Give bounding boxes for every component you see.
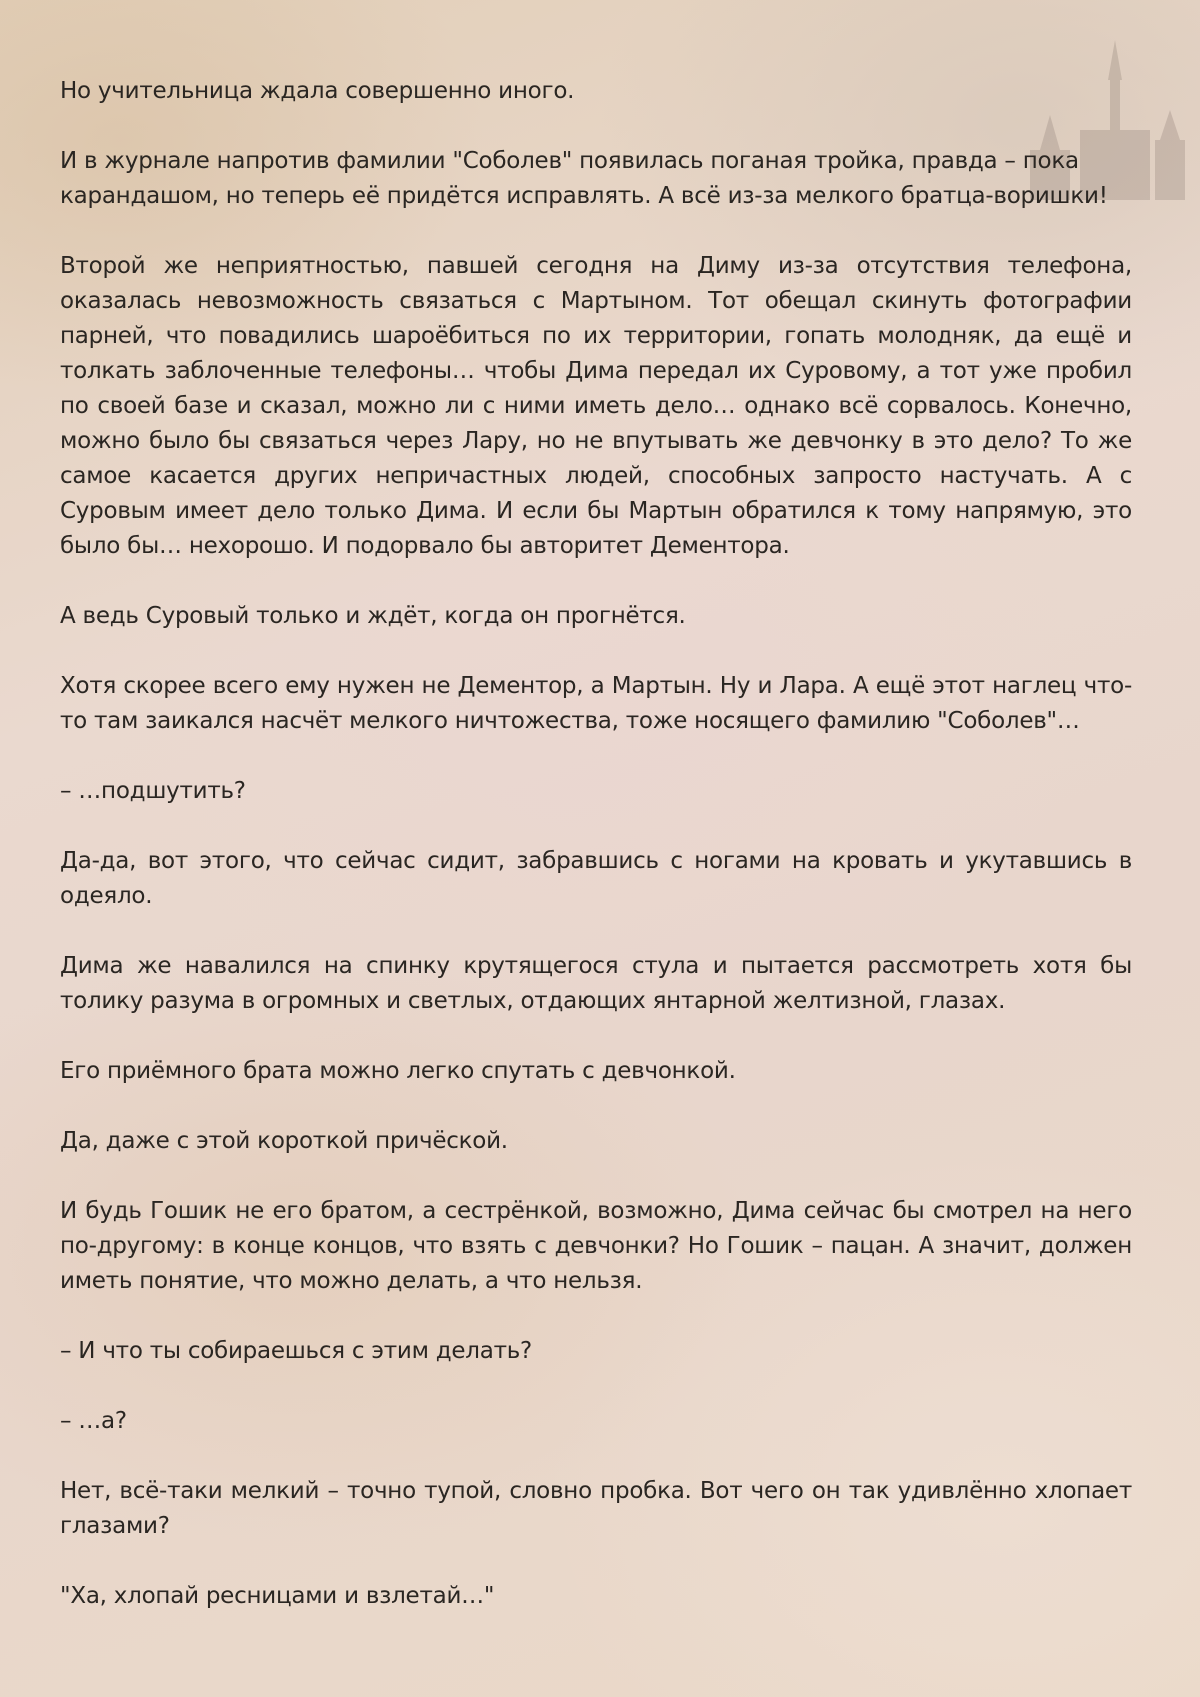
paragraph: Второй же неприятностью, павшей сегодня на Диму из-за отсутствия телефона, оказалась невозможность связаться с Мартыном. Тот обещал скинуть фотографии парней, что повадились шароёбиться по их территории, гопать молодняк, да ещё и толкать заблоченные телефоны… чтобы Дима передал их Суровому, а тот уже пробил по своей базе и сказал, можно ли с ними иметь дело… однако всё сорвалось. Конечно, можно было бы связаться через Лару, но не впутывать же девчонку в это дело? То же самое касается других непричастных людей, способных запросто настучать. А с Суровым имеет дело только Дима. И если бы Мартын обратился к тому напрямую, это было бы… нехорошо. И подорвало бы авторитет Дементора. <box>60 253 1132 559</box>
paragraph: Дима же навалился на спинку крутящегося стула и пытается рассмотреть хотя бы толику разума в огромных и светлых, отдающих янтарной желтизной, глазах. <box>60 953 1132 1014</box>
paragraph: Да, даже с этой короткой причёской. <box>60 1128 508 1154</box>
paragraph: Да-да, вот этого, что сейчас сидит, забравшись с ногами на кровать и укутавшись в одеяло. <box>60 848 1132 909</box>
paragraph: И в журнале напротив фамилии "Соболев" появилась поганая тройка, правда – пока карандашом, но теперь её придётся исправлять. А всё из-за мелкого братца-воришки! <box>60 148 1108 209</box>
paragraph: Его приёмного брата можно легко спутать с девчонкой. <box>60 1058 736 1084</box>
paragraph: Хотя скорее всего ему нужен не Дементор, а Мартын. Ну и Лара. А ещё этот наглец что-то там заикался насчёт мелкого ничтожества, тоже носящего фамилию "Соболев"… <box>60 673 1132 734</box>
story-text <box>60 74 1132 1649</box>
paragraph: "Ха, хлопай ресницами и взлетай…" <box>60 1583 495 1609</box>
paragraph: Нет, всё-таки мелкий – точно тупой, словно пробка. Вот чего он так удивлённо хлопает глазами? <box>60 1478 1132 1539</box>
paragraph: И будь Гошик не его братом, а сестрёнкой, возможно, Дима сейчас бы смотрел на него по-другому: в конце концов, что взять с девчонки? Но Гошик – пацан. А значит, должен иметь понятие, что можно делать, а что нельзя. <box>60 1198 1132 1294</box>
paragraph: Но учительница ждала совершенно иного. <box>60 78 575 104</box>
paragraph: – …подшутить? <box>60 778 246 804</box>
paragraph: – …а? <box>60 1408 127 1434</box>
paragraph: – И что ты собираешься с этим делать? <box>60 1338 532 1364</box>
paragraph: А ведь Суровый только и ждёт, когда он прогнётся. <box>60 603 686 629</box>
